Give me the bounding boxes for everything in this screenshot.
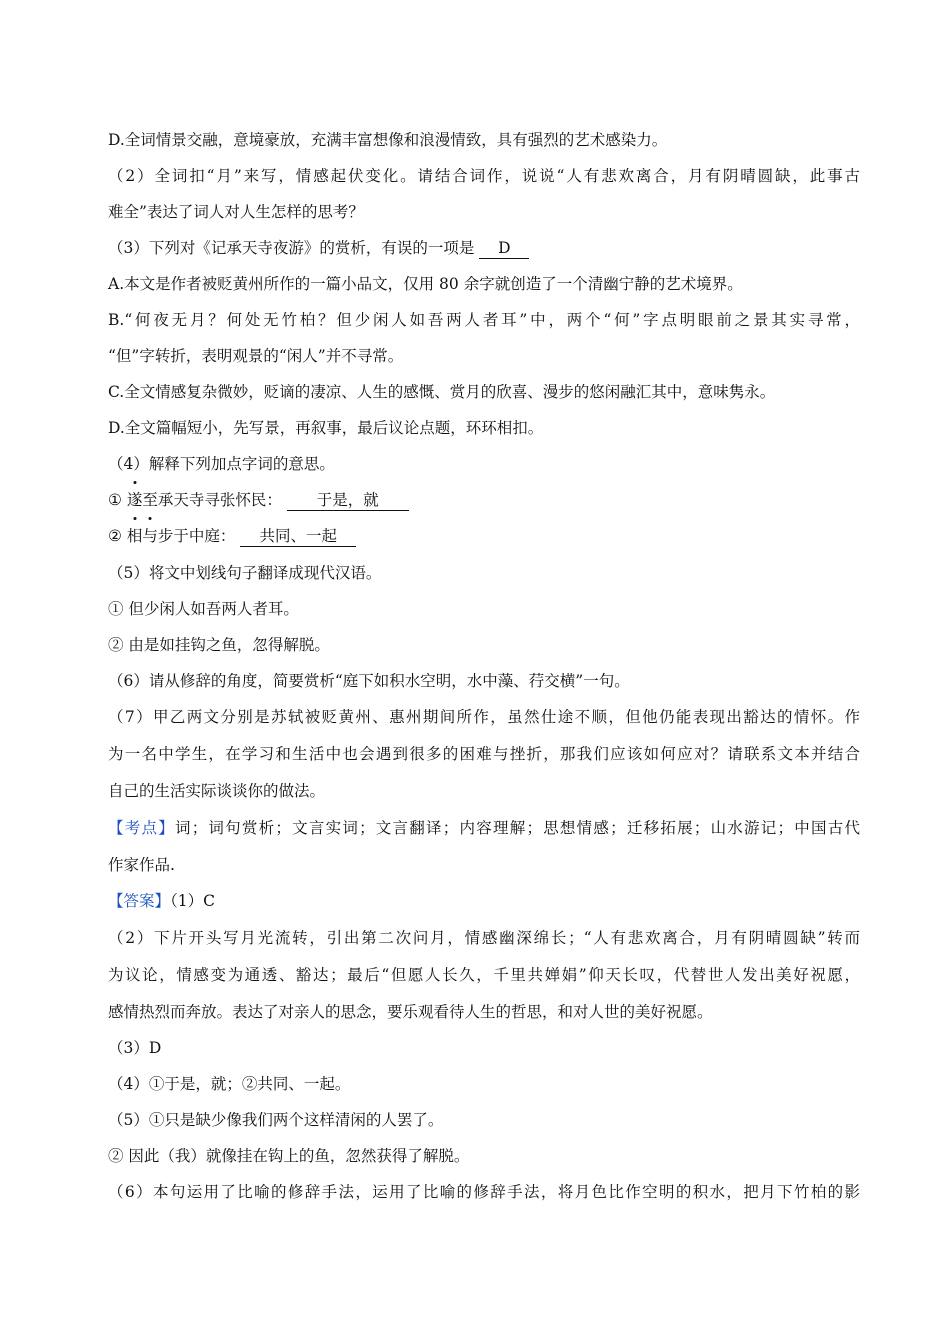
question-5-item-2: ② 由是如挂钩之鱼，忽得解脱。: [108, 636, 330, 654]
option-c-line: C.全文情感复杂微妙，贬谪的凄凉、人生的感慨、赏月的欣喜、漫步的悠闲融汇其中，意味隽永。: [108, 383, 776, 401]
question-5-item-1: ① 但少闲人如吾两人者耳。: [108, 600, 299, 618]
dotted-char: 与: [142, 527, 158, 545]
answer-6-line-1: （6）本句运用了比喻的修辞手法，运用了比喻的修辞手法，将月色比作空明的积水，把月下竹柏的影: [108, 1183, 860, 1201]
option-d2-line: D.全文篇幅短小，先写景，再叙事，最后议论点题，环环相扣。: [108, 419, 544, 437]
question-2-line-1: （2）全词扣“月”来写，情感起伏变化。请结合词作，说说“人有悲欢离合，月有阴晴圆缺，此事古: [108, 167, 860, 185]
question-7-line-1: （7）甲乙两文分别是苏轼被贬黄州、惠州期间所作，虽然仕途不顺，但他仍能表现出豁达的情怀。作: [108, 708, 860, 726]
question-3-answer-blank: D: [479, 238, 529, 259]
topics-text: 词；词句赏析；文言实词；文言翻译；内容理解；思想情感；迁移拓展；山水游记；中国古代: [174, 819, 860, 837]
answer-5-line-1: （5）①只是缺少像我们两个这样清闲的人罢了。: [108, 1111, 444, 1129]
answer-2-line-1: （2）下片开头写月光流转，引出第二次问月，情感幽深绵长；“人有悲欢离合，月有阴晴圆缺”转而: [108, 929, 860, 947]
answer-2-line-3: 感情热烈而奔放。表达了对亲人的思念，要乐观看待人生的哲思，和对人世的美好祝愿。: [108, 1003, 713, 1021]
question-3-text: （3）下列对《记承天寺夜游》的赏析，有误的一项是: [108, 239, 475, 257]
dotted-char: 相: [126, 527, 143, 545]
question-3-line: [108, 238, 529, 259]
question-4-line: （4）解释下列加点字词的意思。: [108, 455, 335, 473]
answer-tag: 【答案】: [108, 892, 171, 910]
question-5-line: （5）将文中划线句子翻译成现代汉语。: [108, 564, 382, 582]
answer-blank: 于是，就: [287, 490, 409, 511]
option-a-line: A.本文是作者被贬黄州所作的一篇小品文，仅用 80 余字就创造了一个清幽宁静的艺术境界。: [108, 275, 743, 293]
item-number: ①: [108, 491, 127, 509]
answer-1-text: （1）C: [170, 892, 215, 910]
option-b-line-1: B.“何夜无月？何处无竹柏？但少闲人如吾两人者耳”中，两个“何”字点明眼前之景其实寻常，: [108, 311, 860, 329]
answer-blank: 共同、一起: [240, 526, 356, 547]
item-text: 步于中庭：: [157, 527, 236, 545]
question-4-item-2: [108, 526, 356, 547]
topics-line-2: 作家作品.: [108, 856, 175, 874]
answer-3-line: （3）D: [108, 1039, 162, 1057]
question-4-item-1: [108, 490, 409, 511]
answer-2-line-2: 为议论，情感变为通透、豁达；最后“但愿人长久，千里共婵娟”仰天长叹，代替世人发出美好祝愿，: [108, 966, 860, 984]
topics-line-1: [108, 818, 860, 838]
topics-tag: 【考点】: [108, 819, 175, 837]
question-7-line-3: 自己的生活实际谈谈你的做法。: [108, 782, 326, 800]
dotted-char: 遂: [126, 491, 143, 509]
answer-header-line: [108, 891, 215, 911]
option-b-line-2: “但”字转折，表明观景的“闲人”并不寻常。: [108, 347, 404, 365]
item-text: 至承天寺寻张怀民：: [142, 491, 282, 509]
question-2-line-2: 难全”表达了词人对人生怎样的思考？: [108, 203, 364, 221]
question-7-line-2: 为一名中学生，在学习和生活中也会遇到很多的困难与挫折，那我们应该如何应对？请联系文本并结合: [108, 745, 860, 763]
item-number: ②: [108, 527, 127, 545]
answer-5-line-2: ② 因此（我）就像挂在钩上的鱼，忽然获得了解脱。: [108, 1147, 470, 1165]
question-6-line: （6）请从修辞的角度，简要赏析“庭下如积水空明，水中藻、荇交横”一句。: [108, 672, 630, 690]
option-d-line: D.全词情景交融，意境豪放，充满丰富想像和浪漫情致，具有强烈的艺术感染力。: [108, 131, 668, 149]
answer-4-line: （4）①于是，就；②共同、一起。: [108, 1075, 351, 1093]
